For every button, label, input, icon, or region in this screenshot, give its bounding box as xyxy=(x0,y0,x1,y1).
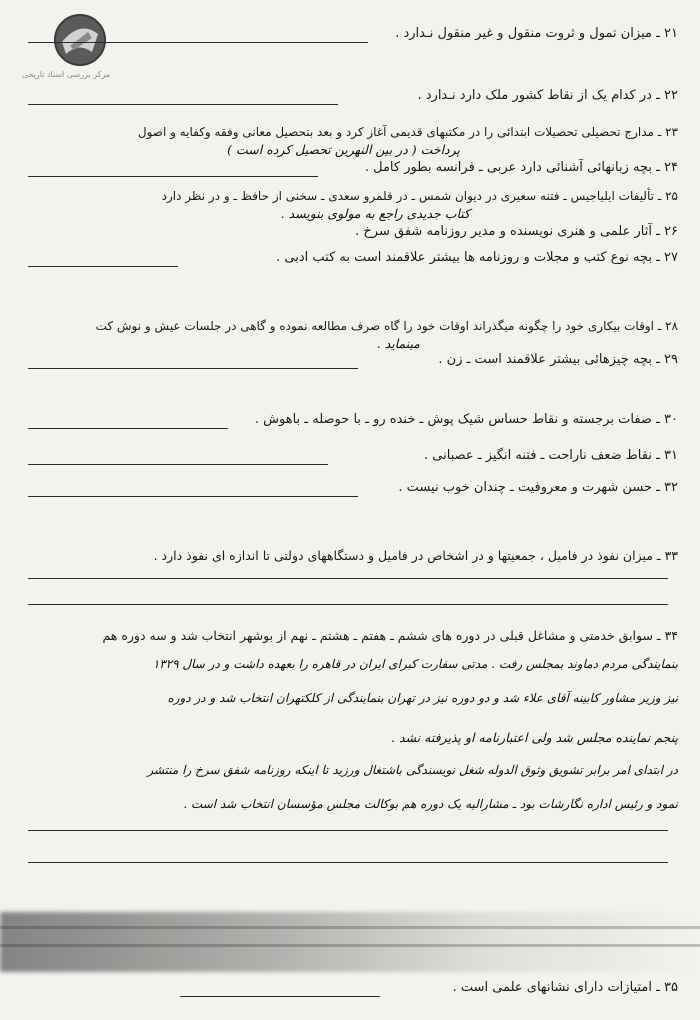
item-28: ۲۸ ـ اوقات بیکاری خود را چگونه میگذراند اوقات خود را گاه صرف مطالعه نموده و گاهی در جلسات عیش و نوش کت xyxy=(95,319,678,333)
item-34-line-4: پنجم نماینده مجلس شد ولی اعتبارنامه او پذیرفته نشد . xyxy=(391,730,678,745)
item-22: ۲۲ ـ در کدام یک از نقاط کشور ملک دارد نـدارد . xyxy=(417,88,678,103)
item-23: ۲۳ ـ مدارج تحصیلی تحصیلات ابتدائی را در مکتبهای قدیمی آغاز کرد و بعد بتحصیل معانی وفقه وکفایه و اصول xyxy=(137,125,678,139)
underline xyxy=(28,464,328,465)
item-34-line-2: بنمایندگی مردم دماوند بمجلس رفت . مدتی سفارت کبرای ایران در قاهره را بعهده داشت و در سال ۱۳۲۹ xyxy=(152,657,678,671)
item-28-continuation: مینماید . xyxy=(376,336,420,351)
scan-artifact xyxy=(0,944,700,947)
underline xyxy=(28,578,668,579)
underline xyxy=(180,996,380,997)
underline xyxy=(28,862,668,863)
item-25-continuation: کتاب جدیدی راجع به مولوی بنویسد . xyxy=(280,206,470,221)
logo-caption: مرکز بررسی اسناد تاریخی xyxy=(21,70,111,79)
item-34: ۳۴ ـ سوابق خدمتی و مشاغل قبلی در دوره های ششم ـ هفتم ـ هشتم ـ نهم از بوشهر انتخاب شد و سه دوره هم xyxy=(102,628,678,643)
scan-smudge xyxy=(0,912,700,972)
underline xyxy=(28,266,178,267)
item-29: ۲۹ ـ بچه چیزهائی بیشتر علاقمند است ـ زن . xyxy=(438,352,678,367)
underline xyxy=(28,176,318,177)
item-34-line-3: نیز وزیر مشاور کابینه آقای علاء شد و دو دوره نیز در تهران بنمایندگی از کلکتهران انتخاب شد و در دوره xyxy=(167,691,678,705)
item-30: ۳۰ ـ صفات برجسته و نقاط حساس شیک پوش ـ خنده رو ـ با حوصله ـ باهوش . xyxy=(254,412,678,427)
underline xyxy=(28,368,358,369)
underline xyxy=(28,104,338,105)
item-34-line-6: نمود و رئیس اداره نگارشات بود ـ مشارالیه یک دوره هم بوکالت مجلس مؤسسان انتخاب شد است . xyxy=(183,797,678,811)
archive-logo xyxy=(16,12,111,84)
underline xyxy=(28,428,228,429)
archive-emblem-icon xyxy=(52,12,108,68)
item-23-continuation: پرداخت ( در بین النهرین تحصیل کرده است ) xyxy=(227,142,460,157)
underline xyxy=(28,604,668,605)
item-35: ۳۵ ـ امتیازات دارای نشانهای علمی است . xyxy=(452,980,678,995)
underline xyxy=(28,42,368,43)
item-32: ۳۲ ـ حسن شهرت و معروفیت ـ چندان خوب نیست . xyxy=(398,480,678,495)
item-25: ۲۵ ـ تألیفات ایلیاجیس ـ فتنه سعیری در دیوان شمس ـ در قلمرو سعدی ـ سخنی از حافظ ـ و در نظر دارد xyxy=(161,189,678,203)
underline xyxy=(28,496,358,497)
item-27: ۲۷ ـ بچه نوع کتب و مجلات و روزنامه ها بیشتر علاقمند است به کتب ادبی . xyxy=(276,250,678,265)
scan-artifact xyxy=(0,926,700,929)
underline xyxy=(28,830,668,831)
item-33: ۳۳ ـ میزان نفوذ در فامیل ، جمعیتها و در اشخاص در فامیل و دستگاههای دولتی تا اندازه ای نفوذ دارد . xyxy=(153,548,678,563)
item-24: ۲۴ ـ بچه زبانهائی آشنائی دارد عربی ـ فرانسه بطور کامل . xyxy=(364,160,678,175)
item-26: ۲۶ ـ آثار علمی و هنری نویسنده و مدیر روزنامه شفق سرخ . xyxy=(355,224,678,239)
item-34-line-5: در ابتدای امر برابر تشویق وثوق الدوله شغل نویسندگی باشتغال ورزید تا اینکه روزنامه شفق سرخ را منتشر xyxy=(147,763,678,777)
item-31: ۳۱ ـ نقاط ضعف ناراحت ـ فتنه انگیز ـ عصبانی . xyxy=(424,448,678,463)
item-21: ۲۱ ـ میزان تمول و ثروت منقول و غیر منقول نـدارد . xyxy=(395,26,678,41)
